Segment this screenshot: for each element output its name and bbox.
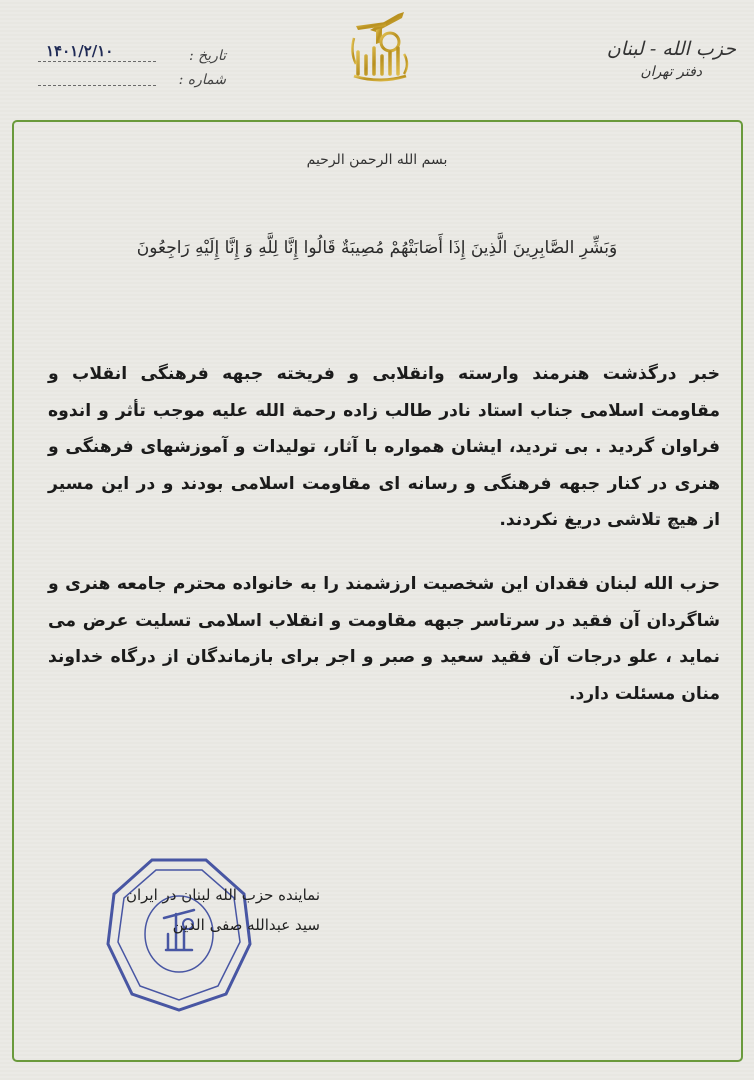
letter-metadata — [26, 40, 226, 88]
signature-block — [70, 880, 320, 940]
basmala: بسم الله الرحمن الرحيم — [306, 152, 448, 168]
quran-verse: وَبَشِّرِ الصَّابِرِينَ الَّذِينَ إِذَا أَصَابَتْهُمْ مُصِيبَةٌ قَالُوا إِنَّا لِلَّهِ وَ إِنَّا إِلَيْهِ رَاجِعُونَ — [136, 238, 618, 258]
date-label: تاریخ : — [188, 48, 226, 64]
body-paragraph-1: خبر درگذشت هنرمند وارسته وانقلابی و فریخته جبهه فرهنگی انقلاب و مقاومت اسلامی جناب استاد نادر طالب زاده رحمة الله علیه موجب تأثر و اندوه فراوان گردید . بی تردید، ایشان همواره با آثار، تولیدات و آموزشهای فرهنگی و هنری در کنار جبهه فرهنگی و رسانه ای مقاومت اسلامی بودند و در این مسیر از هیچ تلاشی دریغ نکردند. — [48, 364, 720, 531]
hezbollah-emblem-icon — [346, 8, 414, 88]
number-label: شماره : — [178, 72, 226, 88]
date-value: ۱۴۰۱/۲/۱۰ — [46, 42, 114, 60]
body-paragraph-2: حزب الله لبنان فقدان این شخصیت ارزشمند را به خانواده محترم جامعه هنری و شاگردان آن فقید در سرتاسر جبهه مقاومت و انقلاب اسلامی تسلیت عرض می نماید ، علو درجات آن فقید سعید و صبر و اجر برای بازماندگان از درگاه خداوند منان مسئلت دارد. — [48, 574, 720, 704]
date-row — [26, 40, 226, 64]
letterhead-organization — [576, 38, 736, 80]
number-row — [26, 64, 226, 88]
signatory-title: نماینده حزب الله لبنان در ایران — [125, 886, 320, 904]
signatory-name: سید عبدالله صفی الدین — [172, 916, 320, 934]
organization-name: حزب الله - لبنان — [606, 38, 736, 60]
date-field — [38, 42, 156, 64]
office-name: دفتر تهران — [640, 64, 702, 80]
number-field — [38, 66, 156, 88]
